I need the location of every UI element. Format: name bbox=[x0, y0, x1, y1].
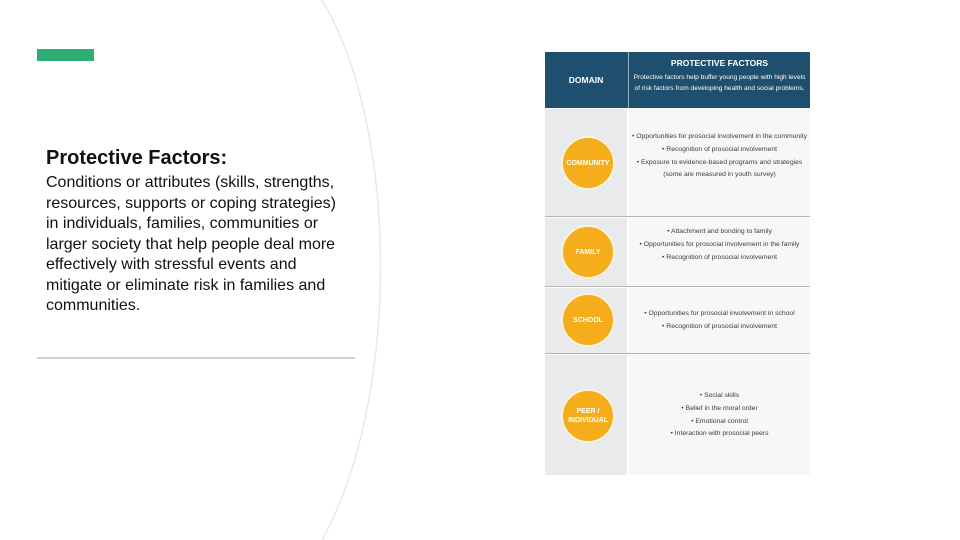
factor-item: • Social skills bbox=[699, 392, 740, 399]
factors-cell bbox=[629, 218, 810, 287]
protective-factors-table bbox=[545, 52, 810, 475]
slide-body-text: Conditions or attributes (skills, strengths, resources, supports or coping strategies) in individuals, families, communities or larger society that help people deal more effectively with stressful events and mitigate or eliminate risk in families and communities. bbox=[46, 174, 336, 314]
domain-badge: SCHOOL bbox=[561, 293, 615, 347]
factor-item: • Recognition of prosocial involvement bbox=[662, 145, 777, 153]
accent-bar bbox=[37, 49, 94, 61]
domain-cell bbox=[545, 218, 627, 287]
table-row-school bbox=[545, 288, 810, 354]
factors-cell bbox=[629, 109, 810, 217]
domain-badge: FAMILY bbox=[561, 225, 615, 279]
factor-item: • Interaction with prosocial peers bbox=[670, 430, 769, 438]
factor-list bbox=[629, 131, 810, 182]
row-separator bbox=[545, 216, 810, 217]
factor-item: • Attachment and bonding to family bbox=[667, 228, 772, 235]
table-row-peer-individual bbox=[545, 355, 810, 475]
factors-cell bbox=[629, 288, 810, 354]
factor-item: • Opportunities for prosocial involvement in the family bbox=[639, 240, 800, 248]
domain-cell bbox=[545, 109, 627, 217]
factor-item: • Opportunities for prosocial involvement in the community bbox=[631, 133, 808, 140]
factors-description: Protective factors help buffer young people with high levels of risk factors from developing health and social problems. bbox=[633, 74, 806, 92]
domain-badge: COMMUNITY bbox=[561, 136, 615, 190]
factor-list bbox=[629, 308, 810, 334]
factor-list bbox=[629, 226, 810, 264]
domain-cell bbox=[545, 355, 627, 475]
factor-item: • Opportunities for prosocial involvement in school bbox=[644, 310, 795, 317]
table-row-family bbox=[545, 218, 810, 287]
factor-item: • Belief in the moral order bbox=[681, 404, 758, 412]
table-header bbox=[545, 52, 810, 108]
table-row-community bbox=[545, 109, 810, 217]
domain-cell bbox=[545, 288, 627, 354]
factor-list bbox=[629, 390, 810, 441]
factor-item: • Recognition of prosocial involvement bbox=[662, 322, 777, 330]
row-separator bbox=[545, 286, 810, 287]
factors-header: PROTECTIVE FACTORS bbox=[670, 58, 769, 68]
slide-heading: Protective Factors: bbox=[46, 147, 228, 169]
factors-cell bbox=[629, 355, 810, 475]
factor-item: • Recognition of prosocial involvement bbox=[662, 253, 777, 261]
row-separator bbox=[545, 353, 810, 354]
factors-header-cell bbox=[629, 52, 810, 108]
divider bbox=[37, 357, 355, 359]
factor-item: • Exposure to evidence-based programs and strategies (some are measured in youth survey) bbox=[636, 158, 803, 179]
domain-header: DOMAIN bbox=[568, 75, 604, 85]
domain-badge: PEER / INDIVIDUAL bbox=[561, 389, 615, 443]
factor-item: • Emotional control bbox=[691, 417, 748, 425]
